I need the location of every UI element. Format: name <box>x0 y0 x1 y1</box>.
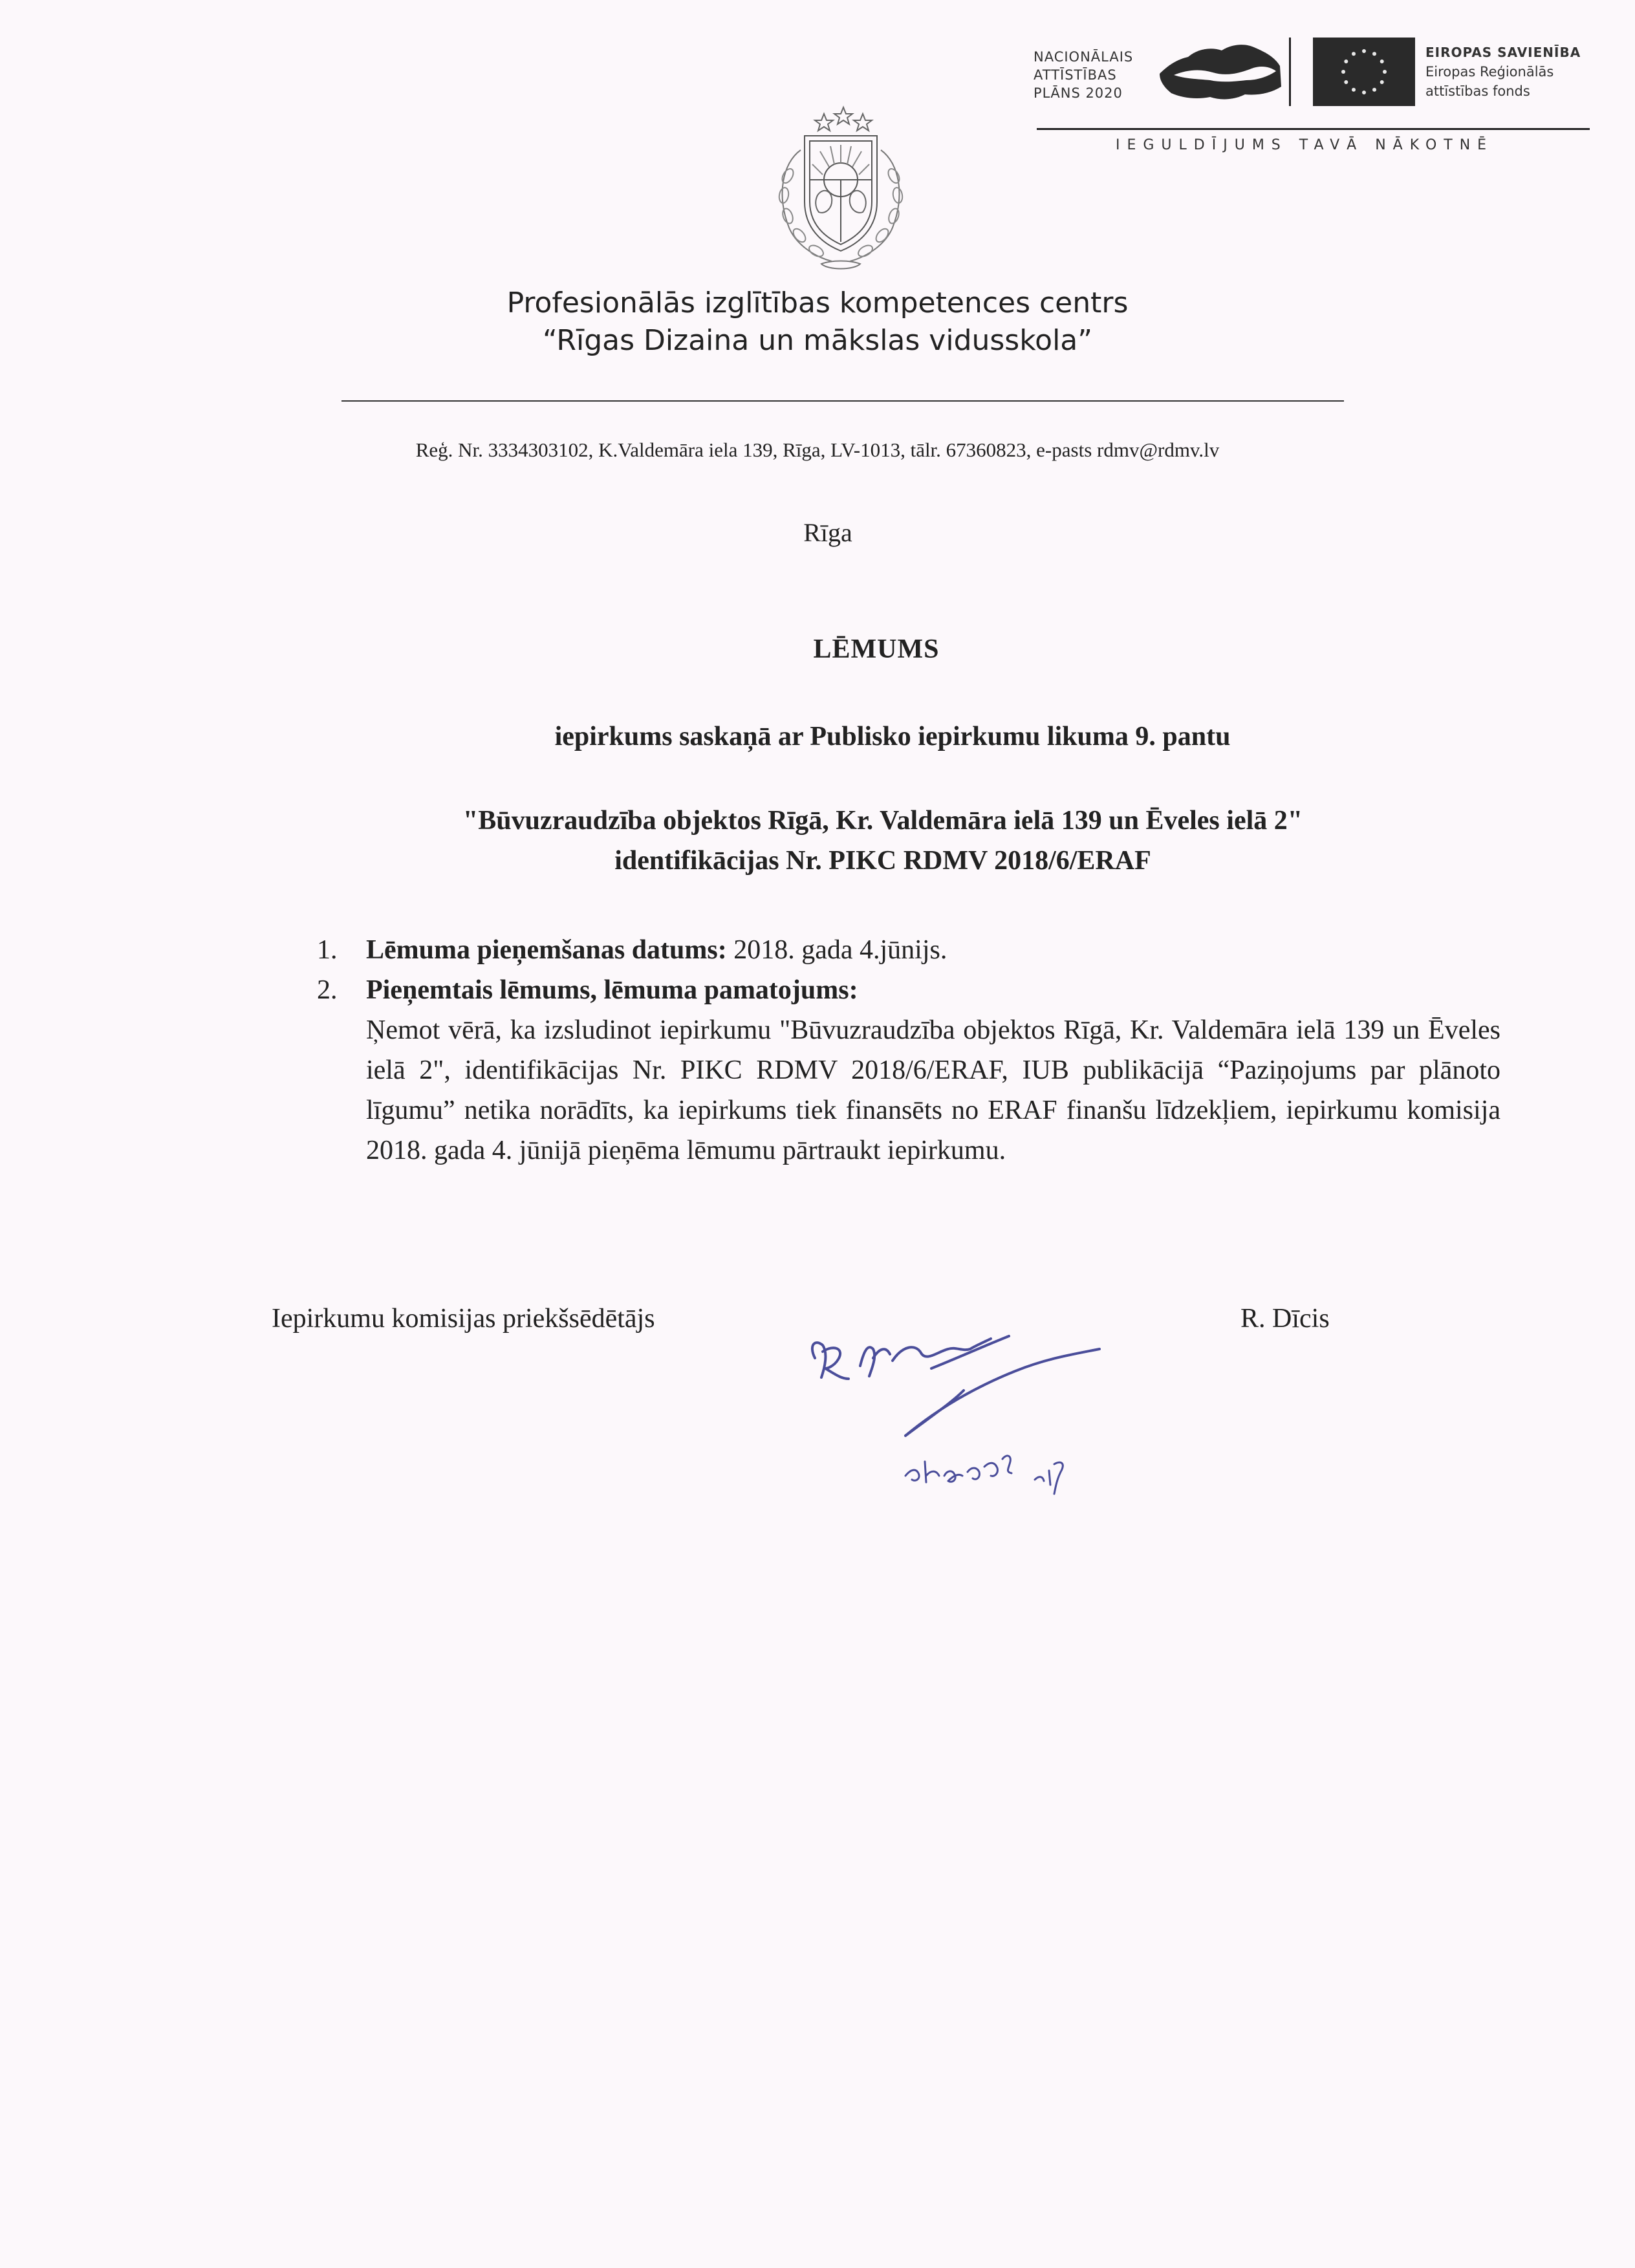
eu-star-icon <box>1344 59 1348 63</box>
nap-line-1: NACIONĀLAIS <box>1034 49 1134 65</box>
signatory-role: Iepirkumu komisijas priekšsēdētājs <box>272 1304 655 1334</box>
eu-star-icon <box>1380 59 1384 63</box>
eu-star-icon <box>1344 80 1348 84</box>
item-value: 2018. gada 4.jūnijs. <box>726 935 947 965</box>
eu-fund-line-1: Eiropas Reģionālās <box>1425 64 1554 80</box>
organization-name <box>0 285 1635 360</box>
registration-info: Reģ. Nr. 3334303102, K.Valdemāra iela 139, Rīga, LV-1013, tālr. 67360823, e-pasts rdmv@rdmv.lv <box>415 438 1220 461</box>
procurement-id: identifikācijas Nr. PIKC RDMV 2018/6/ERAF <box>614 846 1151 876</box>
eu-star-icon <box>1341 70 1345 74</box>
document-title: LĒMUMS <box>813 634 940 664</box>
logo-divider <box>1289 38 1291 106</box>
eu-star-icon <box>1352 52 1356 56</box>
nap-line-3: PLĀNS 2020 <box>1034 85 1123 101</box>
item-number: 1. <box>317 935 338 965</box>
city: Rīga <box>803 518 852 547</box>
item-number: 2. <box>317 975 338 1005</box>
header-rule <box>1037 128 1590 130</box>
handwritten-signature-icon <box>789 1306 1151 1500</box>
latvia-map-icon <box>1154 40 1284 105</box>
coat-of-arms-icon <box>750 105 931 279</box>
eu-logo-text <box>1425 43 1581 101</box>
slogan: IEGULDĪJUMS TAVĀ NĀKOTNĒ <box>1116 137 1494 153</box>
item-label: Pieņemtais lēmums, lēmuma pamatojums: <box>366 975 858 1005</box>
procurement-name: "Būvuzraudzība objektos Rīgā, Kr. Valdemāra ielā 139 un Ēveles ielā 2" <box>462 806 1303 836</box>
eu-star-icon <box>1372 88 1376 92</box>
eu-star-icon <box>1352 88 1356 92</box>
eu-star-icon <box>1362 49 1366 53</box>
justification-text <box>366 1010 1500 1171</box>
procurement-heading <box>0 801 1635 881</box>
decision-item-date <box>317 930 1500 970</box>
eu-title: EIROPAS SAVIENĪBA <box>1425 45 1581 60</box>
decision-items <box>317 930 1500 1171</box>
nap-logo-text <box>1034 48 1133 102</box>
organization-line-2: “Rīgas Dizaina un mākslas vidusskola” <box>542 324 1093 357</box>
organization-rule <box>341 400 1344 402</box>
eu-star-icon <box>1380 80 1384 84</box>
eu-flag-icon <box>1313 38 1415 106</box>
eu-fund-line-2: attīstības fonds <box>1425 83 1530 99</box>
justification-paragraph: Ņemot vērā, ka izsludinot iepirkumu "Būvuzraudzība objektos Rīgā, Kr. Valdemāra ielā 139 un Ēveles ielā 2", identifikācijas Nr. PIKC RDMV 2018/6/ERAF, IUB publikācijā “Paziņojums par plānoto līgumu” netika norādīts, ka iepirkums tiek finansēts no ERAF finanšu līdzekļiem, iepirkumu komisija 2018. gada 4. jūnijā pieņēma lēmumu pārtraukt iepirkumu. <box>366 1015 1500 1165</box>
eu-star-icon <box>1362 91 1366 94</box>
nap-line-2: ATTĪSTĪBAS <box>1034 67 1117 83</box>
eu-star-icon <box>1372 52 1376 56</box>
document-subtitle: iepirkums saskaņā ar Publisko iepirkumu likuma 9. pantu <box>554 722 1231 751</box>
item-label: Lēmuma pieņemšanas datums: <box>366 935 727 965</box>
signatory-name: R. Dīcis <box>1240 1304 1330 1334</box>
eu-star-icon <box>1383 70 1387 74</box>
organization-line-1: Profesionālās izglītības kompetences centrs <box>506 286 1129 319</box>
decision-item-justification <box>317 970 1500 1010</box>
